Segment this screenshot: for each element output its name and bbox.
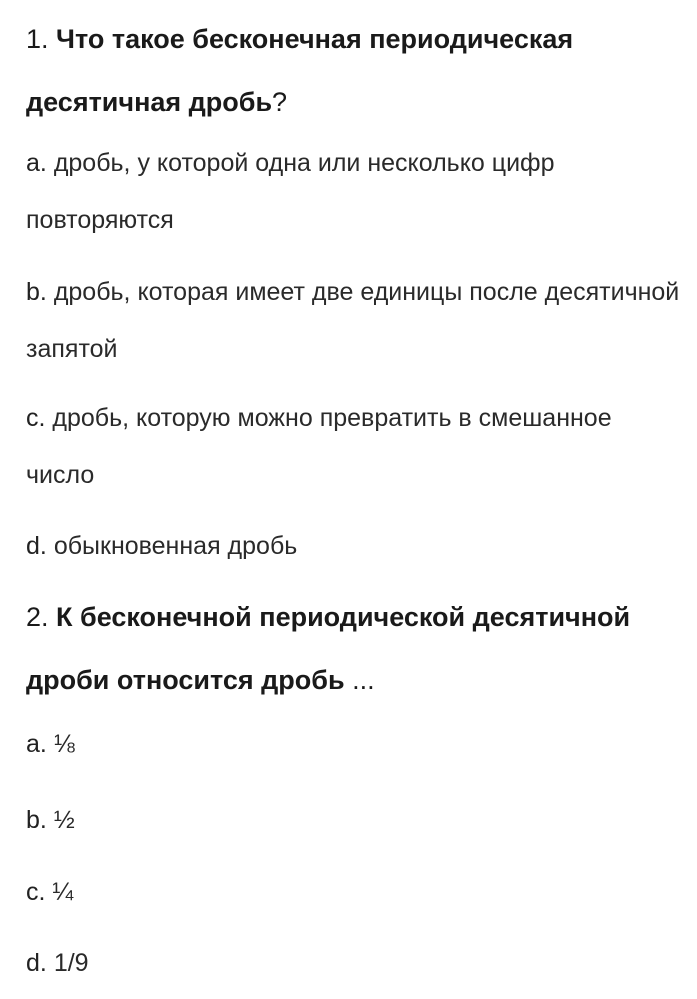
option-letter: c. [26, 404, 46, 432]
option-text: ½ [53, 806, 75, 834]
question-1-option-c[interactable] [26, 390, 686, 504]
question-2-option-c[interactable] [26, 864, 686, 921]
question-1 [26, 8, 686, 134]
option-text: ⅛ [53, 730, 75, 758]
option-letter: a. [26, 730, 47, 758]
question-number: 2. [26, 602, 49, 632]
option-letter: d. [26, 949, 47, 977]
question-2-option-b[interactable] [26, 792, 686, 849]
option-letter: b. [26, 806, 47, 834]
option-text: обыкновенная дробь [53, 532, 298, 560]
option-letter: b. [26, 278, 47, 306]
question-1-option-d[interactable] [26, 518, 686, 575]
question-number: 1. [26, 24, 49, 54]
question-2 [26, 586, 686, 712]
question-text: Что такое бесконечная периодическая десятичная дробь [26, 24, 574, 117]
option-letter: d. [26, 532, 47, 560]
question-tail: ? [272, 87, 288, 117]
question-2-option-a[interactable] [26, 716, 686, 773]
option-text: ¼ [52, 878, 74, 906]
question-1-option-b[interactable] [26, 264, 686, 378]
option-text: дробь, у которой одна или несколько цифр повторяются [26, 149, 555, 234]
question-2-option-d[interactable] [26, 935, 686, 992]
option-letter: a. [26, 149, 47, 177]
question-1-option-a[interactable] [26, 135, 686, 249]
option-letter: c. [26, 878, 46, 906]
question-tail: ... [352, 665, 375, 695]
question-text: К бесконечной периодической десятичной дроби относится дробь [26, 602, 631, 695]
option-text: 1/9 [53, 949, 89, 977]
option-text: дробь, которая имеет две единицы после десятичной запятой [26, 278, 680, 363]
option-text: дробь, которую можно превратить в смешанное число [26, 404, 612, 489]
